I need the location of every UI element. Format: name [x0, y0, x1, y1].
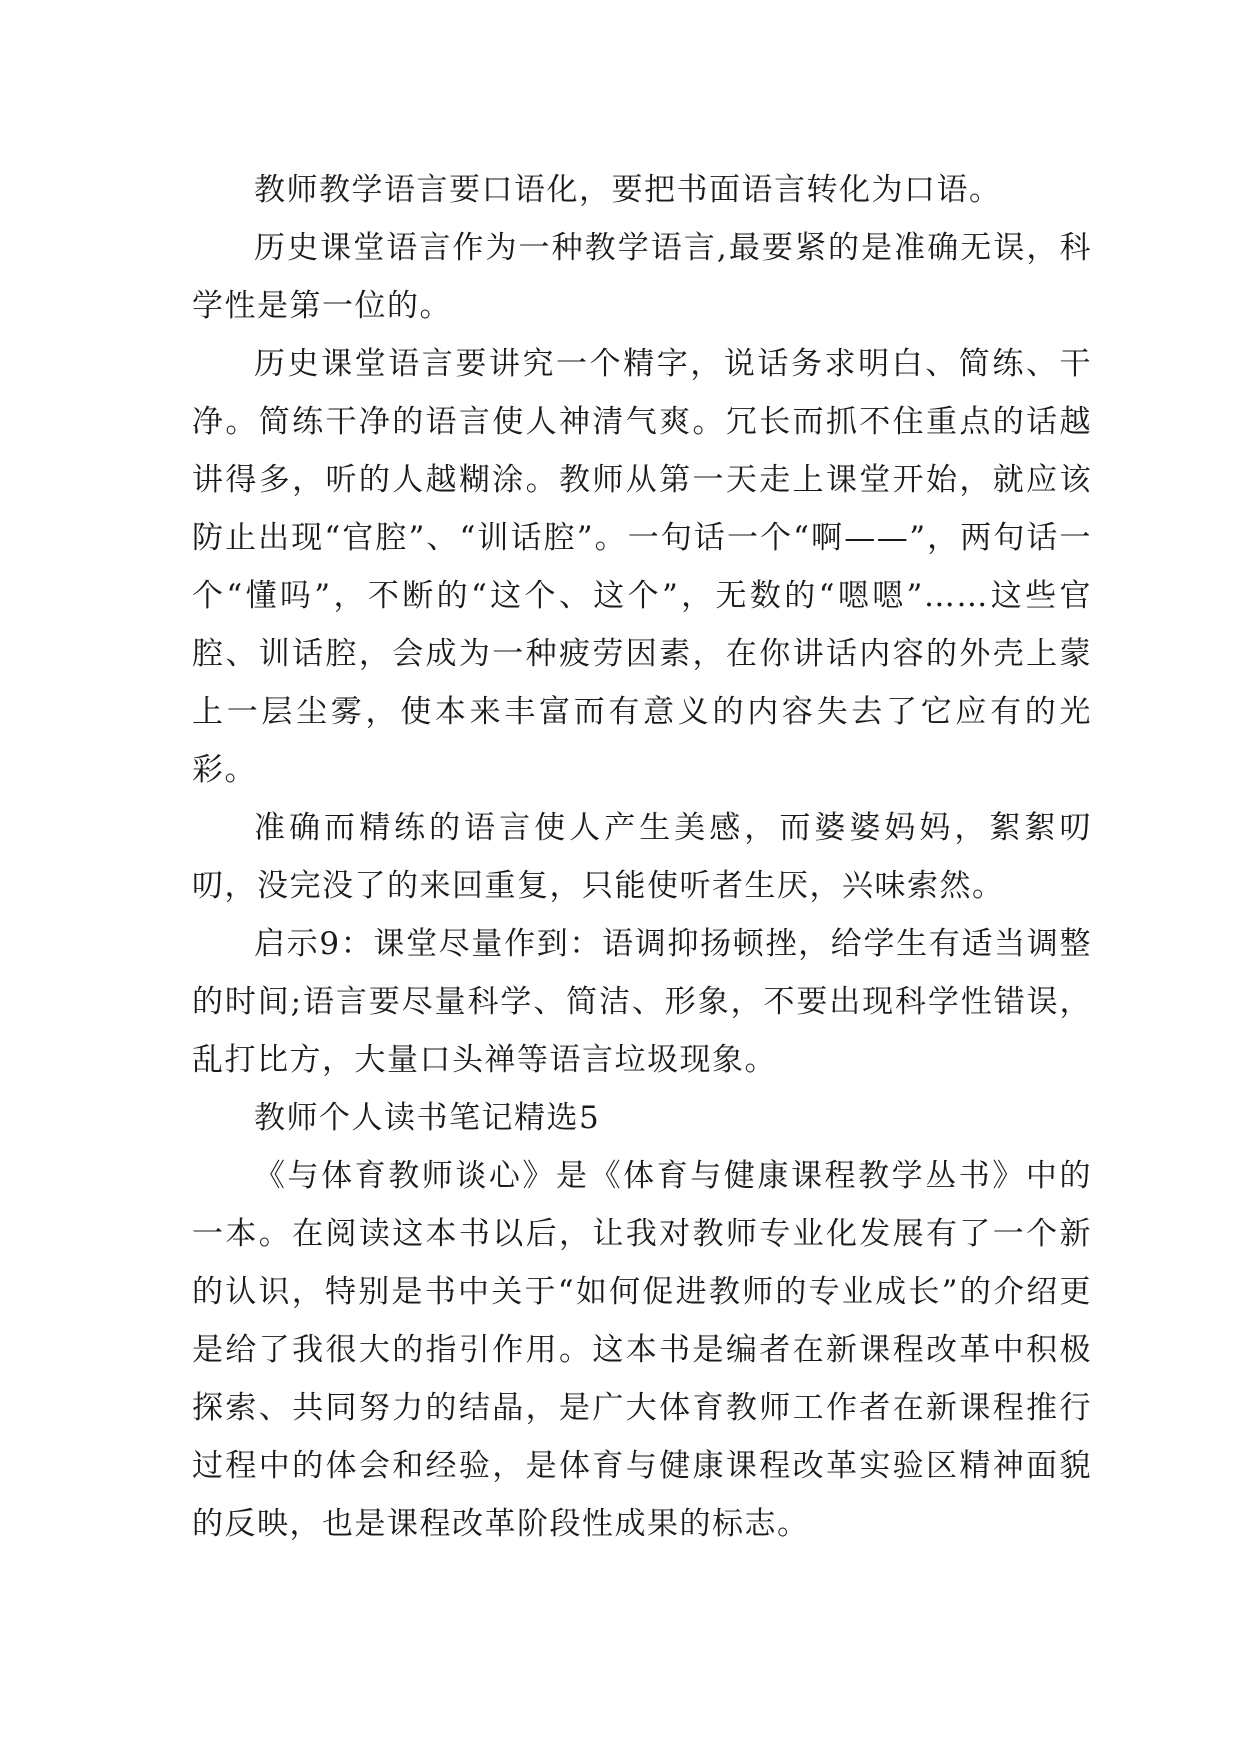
section-heading: 教师个人读书笔记精选5 [254, 1100, 601, 1136]
paragraph: 历史课堂语言作为一种教学语言,最要紧的是准确无误，科学性是第一位的。 [192, 230, 1092, 324]
document-body [192, 161, 1092, 1553]
paragraph: 启示9：课堂尽量作到：语调抑扬顿挫，给学生有适当调整的时间;语言要尽量科学、简洁、形象，不要出现科学性错误，乱打比方，大量口头禅等语言垃圾现象。 [192, 926, 1092, 1078]
paragraph: 准确而精练的语言使人产生美感，而婆婆妈妈，絮絮叨叨，没完没了的来回重复，只能使听者生厌，兴味索然。 [192, 810, 1092, 904]
paragraph: 《与体育教师谈心》是《体育与健康课程教学丛书》中的一本。在阅读这本书以后，让我对教师专业化发展有了一个新的认识，特别是书中关于“如何促进教师的专业成长”的介绍更是给了我很大的指引作用。这本书是编者在新课程改革中积极探索、共同努力的结晶，是广大体育教师工作者在新课程推行过程中的体会和经验，是体育与健康课程改革实验区精神面貌的反映，也是课程改革阶段性成果的标志。 [192, 1158, 1092, 1542]
paragraph: 历史课堂语言要讲究一个精字，说话务求明白、简练、干净。简练干净的语言使人神清气爽。冗长而抓不住重点的话越讲得多，听的人越糊涂。教师从第一天走上课堂开始，就应该防止出现“官腔”、“训话腔”。一句话一个“啊——”，两句话一个“懂吗”，不断的“这个、这个”，无数的“嗯嗯”……这些官腔、训话腔，会成为一种疲劳因素，在你讲话内容的外壳上蒙上一层尘雾，使本来丰富而有意义的内容失去了它应有的光彩。 [192, 346, 1092, 788]
paragraph: 教师教学语言要口语化，要把书面语言转化为口语。 [254, 172, 1002, 208]
